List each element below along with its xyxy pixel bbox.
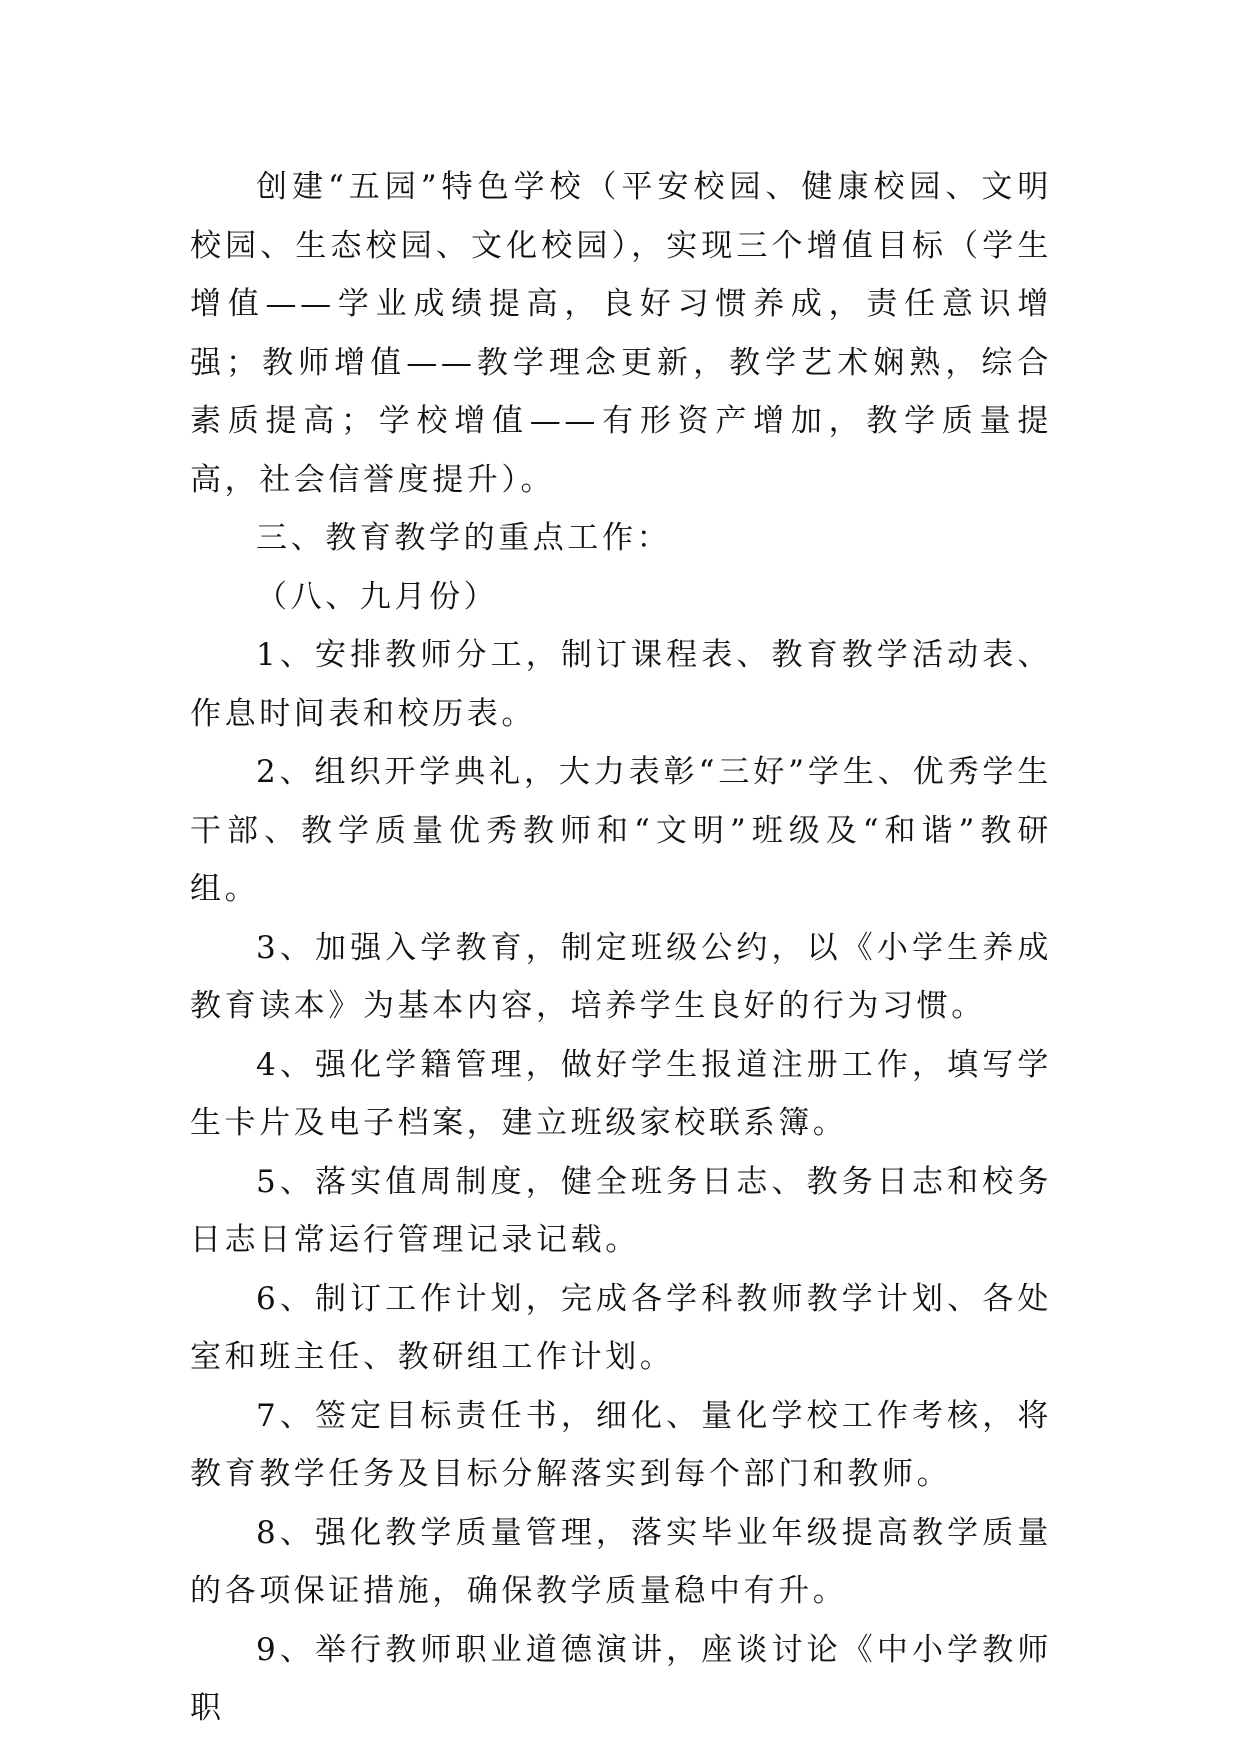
paragraph-wuyuan-goals: 创建“五园”特色学校（平安校园、健康校园、文明校园、生态校园、文化校园），实现三个增值目标（学生增值——学业成绩提高，良好习惯养成，责任意识增强；教师增值——教学理念更新，教学艺术娴熟，综合素质提高；学校增值——有形资产增加，教学质量提高，社会信誉度提升）。 bbox=[190, 169, 1052, 498]
list-item-9: 9、举行教师职业道德演讲，座谈讨论《中小学教师职 bbox=[190, 1631, 1052, 1726]
section-heading-key-work: 三、教育教学的重点工作： bbox=[256, 520, 672, 556]
list-item-2: 2、组织开学典礼，大力表彰“三好”学生、优秀学生干部、教学质量优秀教师和“文明”班级及“和谐”教研组。 bbox=[190, 754, 1052, 907]
list-item-8: 8、强化教学质量管理，落实毕业年级提高教学质量的各项保证措施，确保教学质量稳中有升。 bbox=[190, 1514, 1052, 1609]
list-item-3: 3、加强入学教育，制定班级公约，以《小学生养成教育读本》为基本内容，培养学生良好的行为习惯。 bbox=[190, 929, 1052, 1024]
list-item-4: 4、强化学籍管理，做好学生报道注册工作，填写学生卡片及电子档案，建立班级家校联系簿。 bbox=[190, 1046, 1052, 1141]
list-item-7: 7、签定目标责任书，细化、量化学校工作考核，将教育教学任务及目标分解落实到每个部门和教师。 bbox=[190, 1397, 1052, 1492]
list-item-6: 6、制订工作计划，完成各学科教师教学计划、各处室和班主任、教研组工作计划。 bbox=[190, 1280, 1052, 1375]
document-body bbox=[190, 158, 1052, 1738]
list-item-5: 5、落实值周制度，健全班务日志、教务日志和校务日志日常运行管理记录记载。 bbox=[190, 1163, 1052, 1258]
list-item-1: 1、安排教师分工，制订课程表、教育教学活动表、作息时间表和校历表。 bbox=[190, 637, 1052, 732]
subheading-aug-sep: （八、九月份） bbox=[256, 578, 499, 615]
